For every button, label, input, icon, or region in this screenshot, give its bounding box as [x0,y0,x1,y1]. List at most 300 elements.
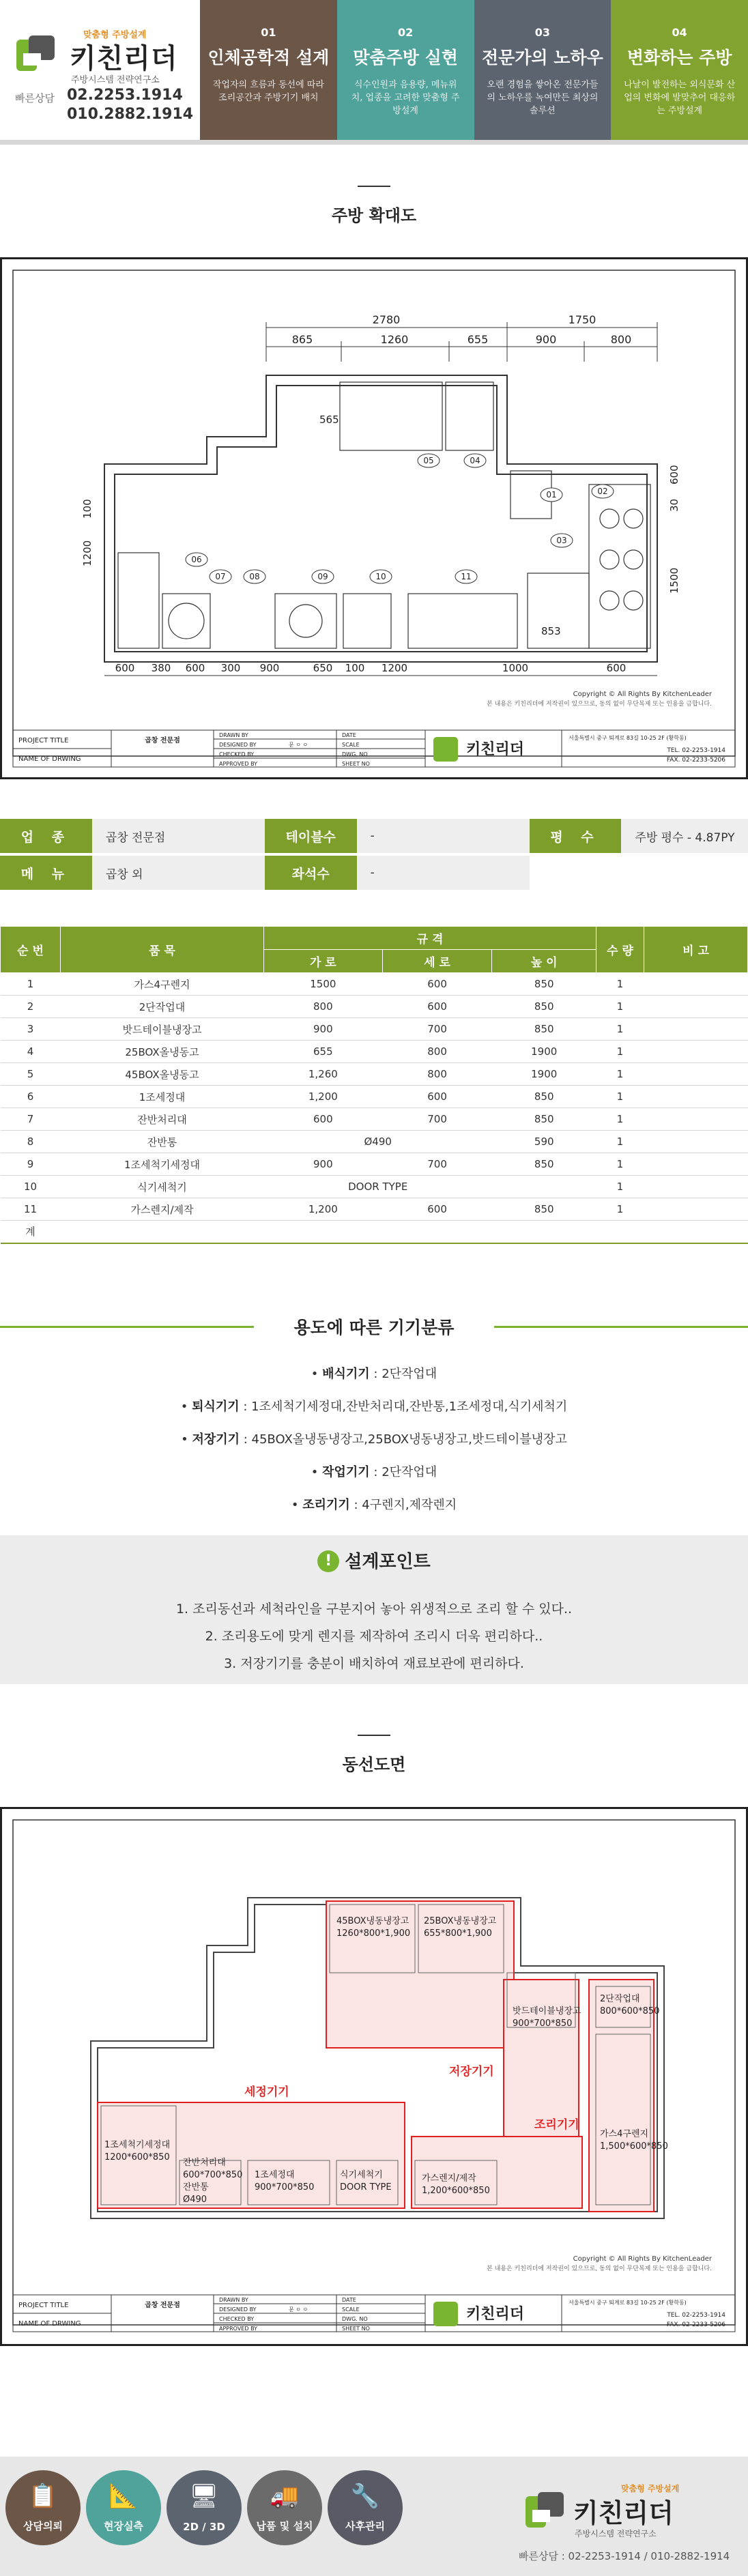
box-worktable-name: 2단작업대 [600,1994,640,2004]
dim-side-2: 100 [81,499,94,519]
dim-bottom-7: 100 [345,662,365,674]
feature-desc: 작업자의 흐름과 동선에 따라 조리공간과 주방기기 배치 [212,80,324,103]
company-address: 서울특별시 중구 퇴계로 83길 10-25 2F (황학동) [569,735,687,741]
class-text: : 2단작업대 [369,1465,437,1479]
cell-w [264,1221,383,1243]
titleblock-brand: 키친리더 [466,741,525,758]
cell-qty: 1 [596,1018,644,1041]
cell-note [644,996,748,1018]
cell-no: 5 [1,1063,61,1086]
dwg-no-label: DWG. NO [342,751,368,757]
company-tel: TEL. 02-2253-1914 [667,747,725,754]
clipboard-icon: 📋 [28,2483,58,2510]
box-waste-name: 잔반처리대 [183,2158,226,2168]
cell-no: 1 [1,973,61,996]
equipment-table [0,926,748,1244]
dim-inner-1: 565 [319,414,339,426]
cell-h: 850 [492,996,596,1018]
designer-name: 문 ㅇ ㅇ [289,2306,308,2313]
box-gasrange-name: 가스렌지/제작 [422,2173,476,2184]
box-dishwasher-spec: DOOR TYPE [340,2182,392,2193]
feature-panel-1 [200,0,337,140]
cell-w: 655 [264,1041,383,1063]
feature-title: 전문가의 노하우 [481,48,603,68]
cell-item: 밧드테이블냉장고 [61,1018,264,1041]
zone-storage-label: 저장기기 [449,2065,494,2079]
cell-w: 1500 [264,973,383,996]
cell-no: 8 [1,1131,61,1153]
phone-number-1[interactable]: 02.2253.1914 [67,87,183,104]
dim-top-2: 1750 [568,313,596,326]
dim-side-3: 1500 [668,567,680,594]
dim-bottom-1: 600 [115,662,135,674]
sheet-no-label: SHEET NO [342,761,370,767]
dim-side-5: 30 [668,498,680,512]
copyright-note: 본 내용은 키친리더에 저작권이 있으므로, 동의 없이 무단복제 또는 인용을 금합니다. [487,701,712,708]
cell-d: 700 [382,1018,492,1041]
tag-03: 03 [556,536,567,545]
date-label: DATE [342,2297,356,2303]
feature-panel-3 [474,0,612,140]
cell-h: 1900 [492,1041,596,1063]
tag-01: 01 [546,490,557,500]
info-row-1 [0,819,748,853]
classification-item: • 저장기기 : 45BOX올냉동냉장고,25BOX냉동냉장고,밧드테이블냉장고 [181,1432,567,1447]
feature-desc: 오랜 경험을 쌓아온 전문가들의 노하우를 녹여만든 최상의 솔루션 [487,80,599,116]
cell-note [644,1063,748,1086]
cell-w: 1,200 [264,1086,383,1108]
cell-item: 가스4구렌지 [61,973,264,996]
ruler-icon: 📐 [109,2483,139,2510]
box-worktable-spec: 800*600*850 [600,2006,660,2016]
box-gasrange-spec: 1,200*600*850 [422,2186,490,2196]
cell-d: 600 [382,1198,492,1221]
col-spec: 규 격 [264,927,596,950]
cell-item [61,1221,264,1243]
table-row [1,1131,748,1153]
section-title-text: 동선도면 [342,1755,406,1774]
cell-no: 7 [1,1108,61,1131]
scale-label: SCALE [342,2306,360,2313]
cell-qty: 1 [596,1041,644,1063]
cell-item: 25BOX올냉동고 [61,1041,264,1063]
tables-label: 테이블수 [265,819,357,853]
cell-d: 600 [382,996,492,1018]
box-bin-spec: Ø490 [183,2195,207,2205]
design-point: 3. 저장기기를 충분이 배치하여 재료보관에 편리하다. [224,1656,524,1671]
table-row [1,1018,748,1041]
dim-top2-1: 865 [291,333,313,346]
approved-by-label: APPROVED BY [219,2326,258,2332]
site-measure-button[interactable] [86,2470,161,2545]
company-tel: TEL. 02-2253-1914 [667,2312,725,2319]
section-title-text: 주방 확대도 [331,206,417,225]
dim-side-1: 1200 [81,540,94,566]
tag-05: 05 [423,456,434,465]
button-label: 납품 및 설치 [256,2520,313,2532]
button-label: 상담의뢰 [23,2520,63,2532]
project-name: 곱창 전문점 [145,737,180,744]
cell-qty: 1 [596,1198,644,1221]
col-width: 가 로 [264,950,383,973]
tag-07: 07 [215,572,226,581]
feature-desc: 나날이 발전하는 외식문화 산업의 변화에 발맞추어 대응하는 주방설계 [624,80,736,116]
company-fax: FAX. 02-2233-5206 [666,2321,725,2328]
drawn-by-label: DRAWN BY [219,732,248,738]
info-empty-cell [530,856,748,890]
cell-d: 800 [382,1041,492,1063]
box-sink-name: 1조세정대 [255,2170,295,2180]
feature-title: 변화하는 주방 [627,48,732,68]
classification-list [0,1358,748,1522]
flow-plan-svg [2,1809,746,2344]
cell-note [644,1018,748,1041]
cell-h: 850 [492,1108,596,1131]
design-points-title: 설계포인트 [345,1552,431,1572]
checked-by-label: CHECKED BY [219,751,255,757]
cell-w: 1,200 [264,1198,383,1221]
date-label: DATE [342,732,356,738]
box-waste-spec: 600*700*850 [183,2170,243,2180]
button-label: 현장실측 [104,2520,143,2532]
logo-mark-icon [15,33,57,75]
box-45box-spec: 1260*800*1,900 [336,1928,411,1939]
box-range-name: 가스4구렌지 [600,2129,649,2139]
feature-desc: 식수인원과 음용량, 메뉴위치, 업종을 고려한 맞춤형 주방설계 [351,80,460,116]
cell-note [644,973,748,996]
box-sink-spec: 900*700*850 [255,2182,315,2193]
feature-panel-4 [611,0,748,140]
box-25box-name: 25BOX냉동냉장고 [424,1916,497,1926]
cell-d: 800 [382,1063,492,1086]
box-45box-name: 45BOX냉동냉장고 [336,1916,409,1926]
company-address: 서울특별시 중구 퇴계로 83길 10-25 2F (황학동) [569,2300,687,2306]
dim-bottom-2: 380 [151,662,171,674]
cell-h: 1900 [492,1063,596,1086]
cell-d: 700 [382,1153,492,1176]
table-row [1,1041,748,1063]
design-points-heading [0,1548,748,1573]
feature-panel-2 [337,0,474,140]
col-note: 비 고 [644,927,748,973]
dim-bottom-9: 1000 [502,662,529,674]
cell-item: 1조세정대 [61,1086,264,1108]
cell-note [644,1221,748,1243]
business-value: 곱창 전문점 [92,819,265,853]
dim-side-4: 600 [668,465,680,484]
box-bin-name: 잔반통 [183,2182,209,2193]
dwg-no-label: DWG. NO [342,2316,368,2322]
feature-title: 맞춤주방 실현 [353,48,458,68]
design-points-box [0,1535,748,1684]
classification-title [0,1313,748,1340]
dim-top2-2: 1260 [380,333,409,346]
cell-d: 600 [382,973,492,996]
dim-inner-2: 853 [541,625,561,637]
cell-no: 4 [1,1041,61,1063]
table-row [1,1176,748,1198]
titleblock-brand: 키친리더 [466,2306,525,2323]
classification-item: • 조리기기 : 4구렌지,제작렌지 [291,1498,457,1512]
class-text: : 2단작업대 [369,1367,437,1381]
consult-button[interactable] [5,2470,81,2545]
cell-d [382,1221,492,1243]
cell-item: 45BOX올냉동고 [61,1063,264,1086]
logo-mark-icon [524,2489,566,2532]
dim-bottom-10: 600 [606,662,627,674]
area-label: 평 수 [530,819,622,853]
cell-qty: 1 [596,1153,644,1176]
brand-tagline: 맞춤형 주방설계 [83,30,147,40]
design-point: 2. 조리용도에 맞게 렌지를 제작하여 조리시 더욱 편리하다.. [205,1629,543,1644]
box-dishwasher-name: 식기세척기 [340,2170,383,2180]
drawn-by-label: DRAWN BY [219,2297,248,2303]
tag-10: 10 [375,572,386,581]
tag-06: 06 [191,555,202,564]
cell-note [644,1086,748,1108]
cell-h: 850 [492,1086,596,1108]
area-value: 주방 평수 - 4.87PY [621,819,748,853]
table-row [1,1221,748,1243]
dim-bottom-6: 650 [313,662,333,674]
cell-note [644,1198,748,1221]
dim-top2-5: 800 [610,333,632,346]
menu-value: 곱창 외 [92,856,265,890]
after-service-button[interactable] [328,2470,403,2545]
class-label: 배식기기 [322,1367,370,1381]
feature-number: 02 [397,26,414,39]
cell-w: 900 [264,1153,383,1176]
button-label: 2D / 3D [183,2521,225,2533]
truck-icon: 🚚 [270,2483,300,2510]
design-points-list [0,1595,748,1677]
class-label: 조리기기 [302,1498,350,1512]
kitchen-plan-svg [2,259,746,777]
dim-bottom-8: 1200 [381,662,408,674]
feature-title: 인체공학적 설계 [207,48,330,68]
box-wash-spec: 1200*600*850 [104,2152,170,2162]
project-title-label: PROJECT TITLE [18,2302,69,2309]
cell-item: 가스렌지/제작 [61,1198,264,1221]
classification-title-text: 용도에 따른 기기분류 [293,1318,455,1337]
cell-h: 850 [492,1198,596,1221]
cell-d: 700 [382,1108,492,1131]
classification-item: • 퇴식기기 : 1조세척기세정대,잔반처리대,잔반통,1조세정대,식기세척기 [180,1400,568,1414]
cell-note [644,1108,748,1131]
wrench-icon: 🔧 [350,2483,380,2510]
zone-wash-label: 세정기기 [244,2085,289,2099]
col-no: 순 번 [1,927,61,973]
table-row [1,1198,748,1221]
table-row [1,973,748,996]
cell-w: 1,260 [264,1063,383,1086]
service-buttons [0,2470,403,2545]
cell-h: 590 [492,1131,596,1153]
footer-phone[interactable]: 빠른상담 : 02-2253-1914 / 010-2882-1914 [519,2550,730,2562]
cell-no: 9 [1,1153,61,1176]
title-bar [358,1735,390,1736]
cell-h: 850 [492,1018,596,1041]
cell-qty: 1 [596,1131,644,1153]
feature-number: 04 [672,26,687,39]
class-label: 저장기기 [192,1432,240,1447]
tag-04: 04 [470,456,480,465]
class-label: 퇴식기기 [192,1400,240,1414]
cell-no: 11 [1,1198,61,1221]
titleblock-logo-icon [433,2302,458,2326]
copyright-line: Copyright © All Rights By KitchenLeader [573,691,712,698]
business-label: 업 종 [0,819,92,853]
brand-subtitle: 주방시스템 전략연구소 [71,75,160,85]
feature-number: 01 [261,26,276,39]
designed-by-label: DESIGNED BY [219,742,257,748]
box-vat-spec: 900*700*850 [513,2018,573,2029]
phone-label: 빠른상담 [15,92,55,104]
cell-h [492,1176,596,1198]
cell-item: 잔반처리대 [61,1108,264,1131]
dim-bottom-5: 900 [259,662,280,674]
cell-qty: 1 [596,1086,644,1108]
equipment-table-body [1,973,748,1243]
dim-top-1: 2780 [372,313,401,326]
col-item: 품 목 [61,927,264,973]
page-footer [0,2457,748,2576]
box-wash-name: 1조세척기세정대 [104,2140,171,2150]
table-row [1,1108,748,1131]
cell-w: 800 [264,996,383,1018]
seats-value: - [357,856,530,890]
flow-plan-drawing [0,1807,748,2346]
class-text: : 1조세척기세정대,잔반처리대,잔반통,1조세정대,식기세척기 [239,1400,568,1414]
seats-label: 좌석수 [265,856,357,890]
cell-w: Ø490 [264,1131,492,1153]
cell-note [644,1176,748,1198]
page-header [0,0,748,140]
cell-no: 3 [1,1018,61,1041]
cell-no: 6 [1,1086,61,1108]
cell-h: 850 [492,1153,596,1176]
cell-h [492,1221,596,1243]
col-qty: 수 량 [596,927,644,973]
cell-qty: 1 [596,1176,644,1198]
design-2d3d-button[interactable] [167,2470,242,2545]
cell-note [644,1153,748,1176]
feature-number: 03 [534,26,550,39]
cell-d: 600 [382,1086,492,1108]
copyright-line: Copyright © All Rights By KitchenLeader [573,2255,712,2263]
phone-number-2[interactable]: 010.2882.1914 [67,106,194,123]
cell-item: 식기세척기 [61,1176,264,1198]
designer-name: 문 ㅇ ㅇ [289,742,308,748]
tag-08: 08 [249,572,260,581]
cell-note [644,1131,748,1153]
table-row [1,1153,748,1176]
box-25box-spec: 655*800*1,900 [424,1928,492,1939]
project-name: 곱창 전문점 [145,2302,180,2309]
drawing-name-label: NAME OF DRWING [18,2320,81,2328]
cell-qty: 1 [596,1108,644,1131]
copyright-note: 본 내용은 키친리더에 저작권이 있으므로, 동의 없이 무단복제 또는 인용을 금합니다. [487,2266,712,2272]
cell-w: DOOR TYPE [264,1176,492,1198]
delivery-button[interactable] [247,2470,322,2545]
table-row [1,1063,748,1086]
company-fax: FAX. 02-2233-5206 [666,757,725,764]
tag-11: 11 [461,572,472,581]
cell-item: 잔반통 [61,1131,264,1153]
cell-item: 1조세척기세정대 [61,1153,264,1176]
class-label: 작업기기 [322,1465,370,1479]
zone-cook-label: 조리기기 [534,2118,579,2132]
button-label: 사후관리 [345,2520,385,2532]
designed-by-label: DESIGNED BY [219,2306,257,2313]
cell-w: 900 [264,1018,383,1041]
classification-item: • 배식기기 : 2단작업대 [311,1367,437,1381]
checked-by-label: CHECKED BY [219,2316,255,2322]
feature-panels [200,0,748,140]
menu-label: 메 뉴 [0,856,92,890]
table-row [1,1086,748,1108]
project-info-table [0,819,748,893]
drawing-name-label: NAME OF DRWING [18,755,81,763]
dim-bottom-3: 600 [185,662,205,674]
titleblock-logo-icon [433,737,458,762]
header-divider [0,140,748,145]
project-title-label: PROJECT TITLE [18,737,69,744]
cell-w: 600 [264,1108,383,1131]
kitchen-plan-drawing [0,257,748,779]
cell-no: 계 [1,1221,61,1243]
cell-no: 2 [1,996,61,1018]
exclamation-icon: ! [317,1550,339,1572]
cell-qty: 1 [596,1063,644,1086]
col-height: 높 이 [492,950,596,973]
cell-qty: 1 [596,996,644,1018]
cell-no: 10 [1,1176,61,1198]
cell-qty: 1 [596,973,644,996]
tag-09: 09 [317,572,328,581]
cell-qty [596,1221,644,1243]
cell-item: 2단작업대 [61,996,264,1018]
col-depth: 세 로 [382,950,492,973]
tag-02: 02 [597,487,608,496]
dim-top2-4: 900 [535,333,557,346]
brand-name: 키친리더 [70,43,178,74]
dim-top2-3: 655 [467,333,489,346]
section-title-flow [0,1735,748,1775]
brand-tagline: 맞춤형 주방설계 [621,2484,680,2493]
table-row [1,996,748,1018]
monitor-icon: 🖥 [189,2483,219,2510]
brand-name: 키친리더 [573,2498,674,2528]
sheet-no-label: SHEET NO [342,2326,370,2332]
class-text: : 4구렌지,제작렌지 [349,1498,457,1512]
scale-label: SCALE [342,742,360,748]
cell-h: 850 [492,973,596,996]
box-range-spec: 1,500*600*850 [600,2141,668,2152]
design-point: 1. 조리동선과 세척라인을 구분지어 놓아 위생적으로 조리 할 수 있다.. [175,1602,573,1617]
classification-item: • 작업기기 : 2단작업대 [311,1465,437,1479]
info-row-2 [0,856,748,890]
dim-bottom-4: 300 [220,662,241,674]
approved-by-label: APPROVED BY [219,761,258,767]
class-text: : 45BOX올냉동냉장고,25BOX냉동냉장고,밧드테이블냉장고 [240,1432,567,1447]
tables-value: - [357,819,530,853]
title-bar [358,186,390,187]
section-title-plan [0,186,748,226]
cell-note [644,1041,748,1063]
box-vat-name: 밧드테이블냉장고 [513,2006,581,2016]
brand-subtitle: 주방시스템 전략연구소 [575,2529,657,2538]
